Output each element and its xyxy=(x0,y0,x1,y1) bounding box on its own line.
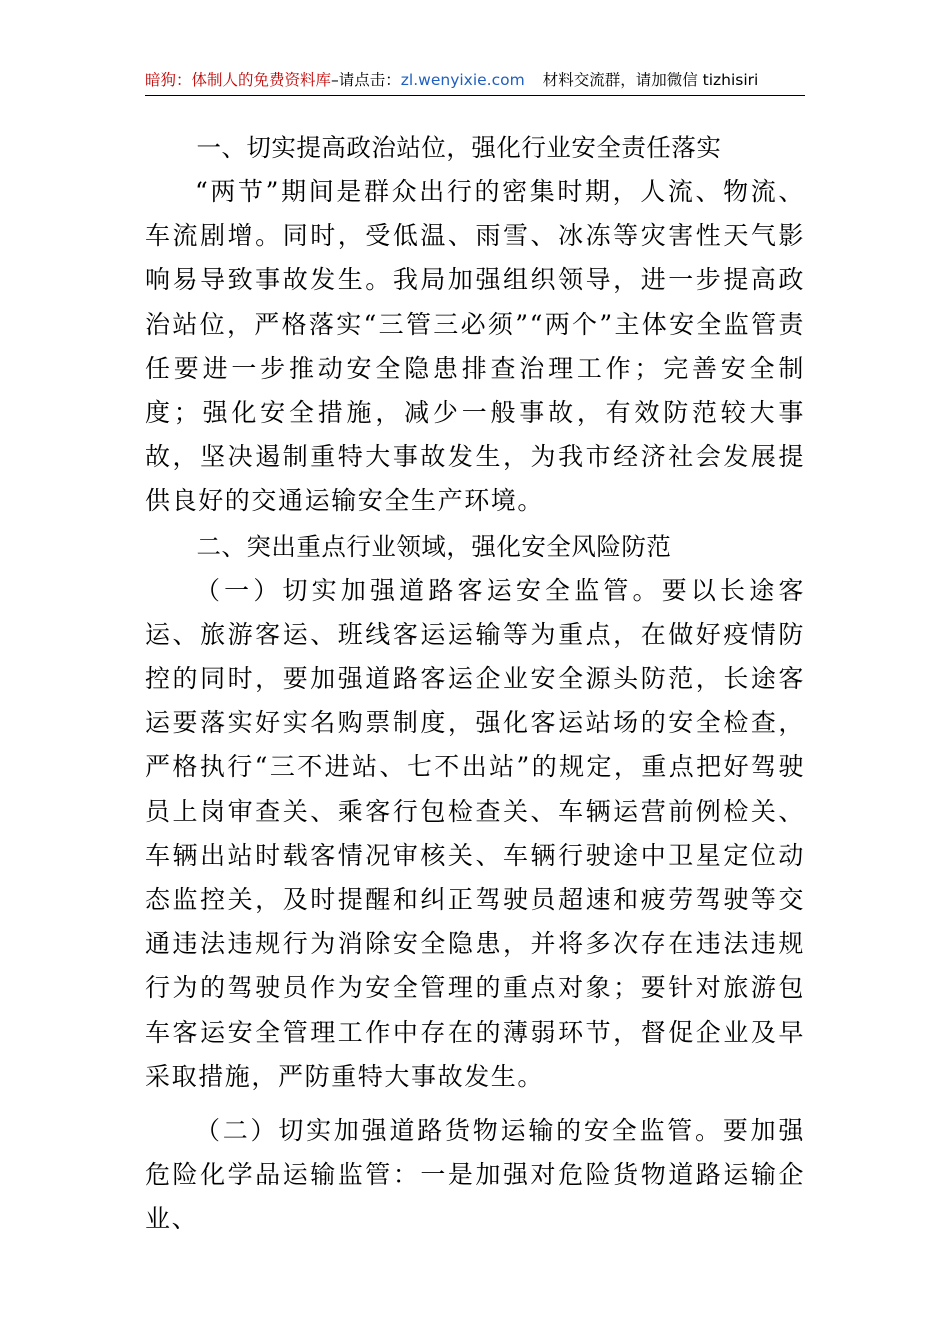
header-brand: 暗狗：体制人的免费资料库 xyxy=(145,71,332,89)
section-heading-1: 一、切实提高政治站位，强化行业安全责任落实 xyxy=(196,133,722,162)
section-2-paragraph-2: （二）切实加强道路货物运输的安全监管。要加强危险化学品运输监管：一是加强对危险货物道路运输企业、 xyxy=(145,1116,805,1234)
header-url-link[interactable]: zl.wenyixie.com xyxy=(400,71,525,89)
header-prompt: –请点击： xyxy=(331,71,401,89)
section-heading-2: 二、突出重点行业领域，强化安全风险防范 xyxy=(196,531,672,561)
header-divider xyxy=(145,95,805,96)
section-1-paragraph-1: “两节”期间是群众出行的密集时期，人流、物流、车流剧增。同时，受低温、雨雪、冰冻等灾害性天气影响易导致事故发生。我局加强组织领导，进一步提高政治站位，严格落实“三管三必须”“两个”主体安全监管责任要进一步推动安全隐患排查治理工作；完善安全制度；强化安全措施，减少一般事故，有效防范较大事故，坚决遏制重特大事故发生，为我市经济社会发展提供良好的交通运输安全生产环境。 xyxy=(145,177,805,516)
header-contact: 材料交流群，请加微信 tizhisiri xyxy=(542,71,759,89)
page-header xyxy=(145,68,805,94)
document-body xyxy=(145,126,805,1242)
section-2-paragraph-1: （一）切实加强道路客运安全监管。要以长途客运、旅游客运、班线客运运输等为重点，在做好疫情防控的同时，要加强道路客运企业安全源头防范，长途客运要落实好实名购票制度，强化客运站场的安全检查，严格执行“三不进站、七不出站”的规定，重点把好驾驶员上岗审查关、乘客行包检查关、车辆运营前例检关、车辆出站时载客情况审核关、车辆行驶途中卫星定位动态监控关，及时提醒和纠正驾驶员超速和疲劳驾驶等交通违法违规行为消除安全隐患，并将多次存在违法违规行为的驾驶员作为安全管理的重点对象；要针对旅游包车客运安全管理工作中存在的薄弱环节，督促企业及早采取措施，严防重特大事故发生。 xyxy=(145,575,805,1091)
